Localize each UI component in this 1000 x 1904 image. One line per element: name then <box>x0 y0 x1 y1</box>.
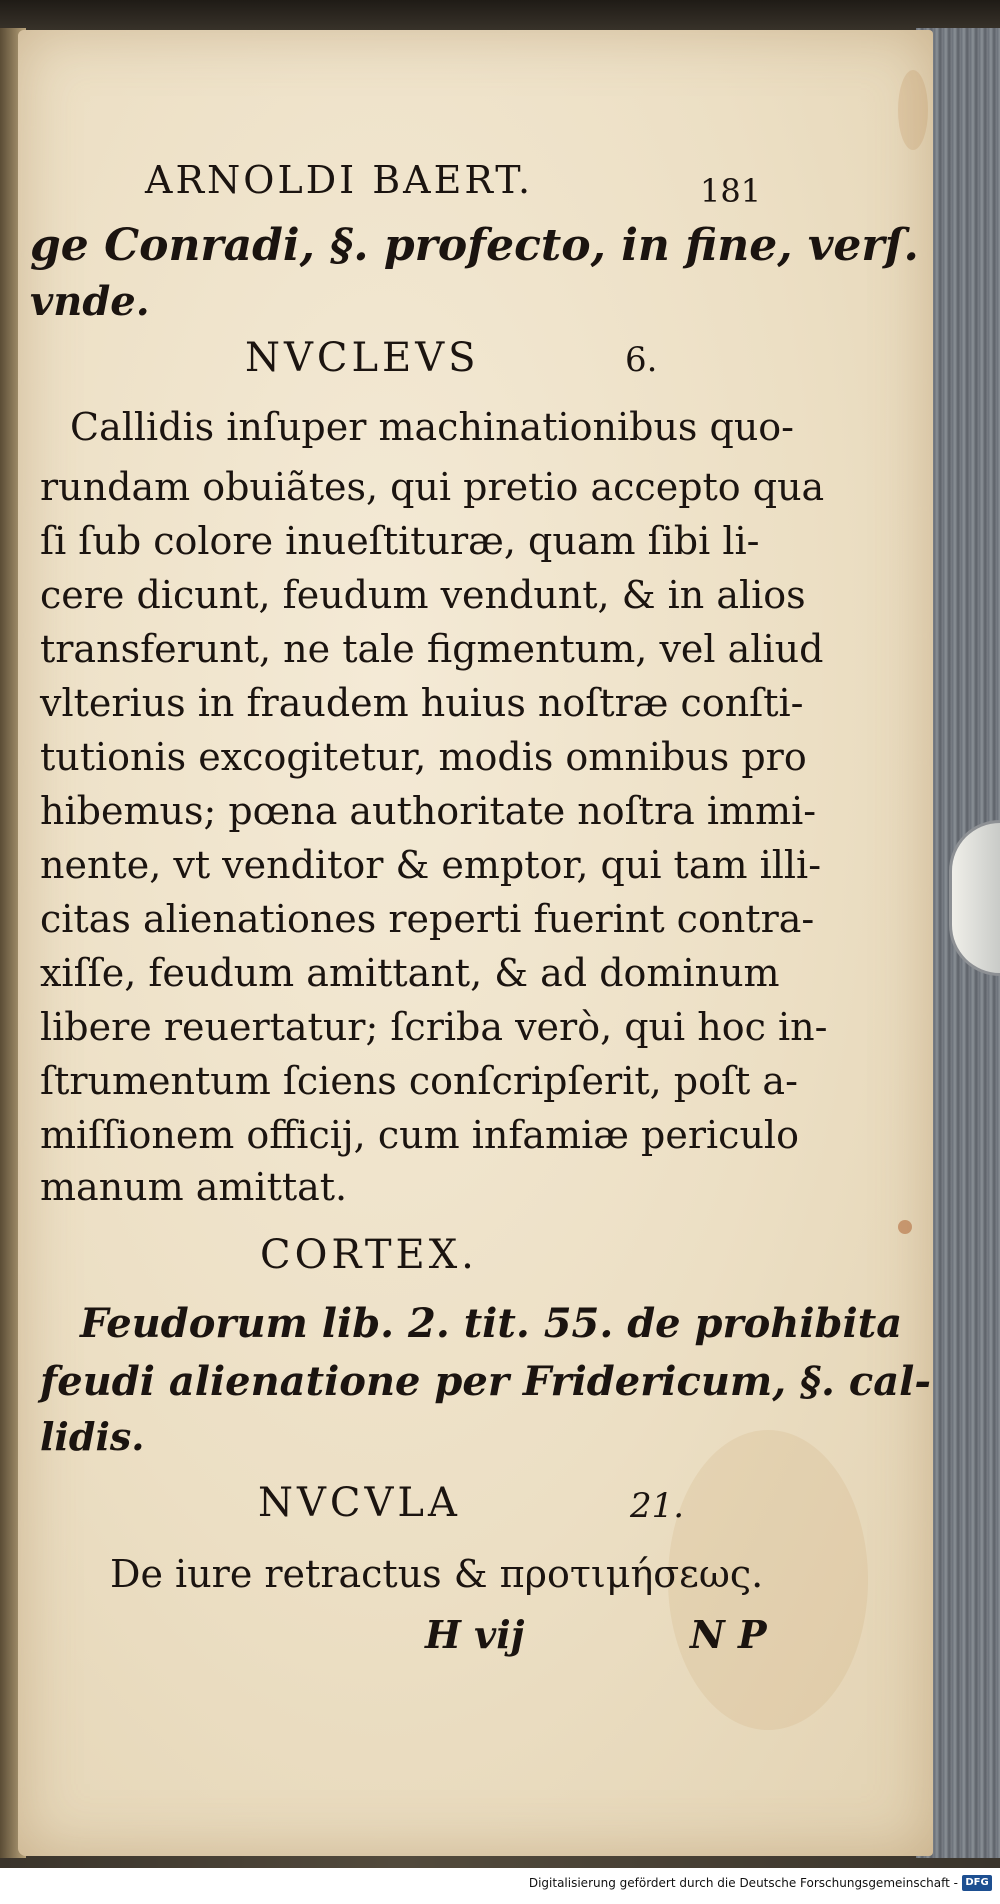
text-line: manum amittat. <box>40 1165 348 1209</box>
text-line: Callidis inſuper machinationibus quo- <box>70 405 795 449</box>
running-head: ARNOLDI BAERT. <box>145 158 534 202</box>
text-line: xiſſe, feudum amittant, & ad dominum <box>40 951 780 995</box>
text-line: rundam obuiãtes, qui pretio accepto qua <box>40 465 825 509</box>
page-number: 181 <box>700 172 762 210</box>
text-line: vlterius in fraudem huius noſtræ conſti- <box>40 681 804 725</box>
scan-top-edge <box>0 0 1000 34</box>
text-line: nente, vt venditor & emptor, qui tam illi- <box>40 843 822 887</box>
text-line: citas alienationes reperti fuerint contra- <box>40 897 815 941</box>
opening-line: vnde. <box>30 278 150 325</box>
text-line: hibemus; pœna authoritate noſtra immi- <box>40 789 817 833</box>
section-heading-nucleus: NVCLEVS <box>245 335 480 381</box>
opening-line: ge Conradi, §. profecto, in fine, verſ. <box>30 220 919 271</box>
text-line: ſtrumentum ſciens conſcripſerit, poſt a- <box>40 1059 798 1103</box>
paper-stain <box>898 1220 912 1234</box>
digitization-credit: Digitalisierung gefördert durch die Deutsche Forschungsgemeinschaft - <box>528 1876 958 1890</box>
text-line: ſi ſub colore inueſtituræ, quam ſibi li- <box>40 519 760 563</box>
section-heading-cortex: CORTEX. <box>260 1232 478 1278</box>
section-number-nucleus: 6. <box>625 340 658 380</box>
text-line: lidis. <box>40 1414 145 1459</box>
section-heading-nucula: NVCVLA <box>258 1480 461 1526</box>
text-line: Feudorum lib. 2. tit. 55. de prohibita <box>80 1300 903 1347</box>
text-line: feudi alienatione per Fridericum, §. cal- <box>40 1358 931 1405</box>
signature-mark: H vij <box>425 1612 525 1657</box>
text-line: transferunt, ne tale figmentum, vel aliud <box>40 627 824 671</box>
text-line: libere reuertatur; ſcriba verò, qui hoc in- <box>40 1005 828 1049</box>
text-line: cere dicunt, feudum vendunt, & in alios <box>40 573 806 617</box>
dfg-logo: DFG <box>962 1875 992 1891</box>
nucula-title: De iure retractus & προτιμήσεως. <box>110 1552 764 1596</box>
section-number-nucula: 21. <box>630 1486 685 1526</box>
page-clip <box>949 820 1000 976</box>
paper-stain <box>898 70 928 150</box>
catchword: N P <box>690 1612 767 1657</box>
text-line: tutionis excogitetur, modis omnibus pro <box>40 735 807 779</box>
text-line: miſſionem officij, cum infamiæ periculo <box>40 1113 799 1157</box>
